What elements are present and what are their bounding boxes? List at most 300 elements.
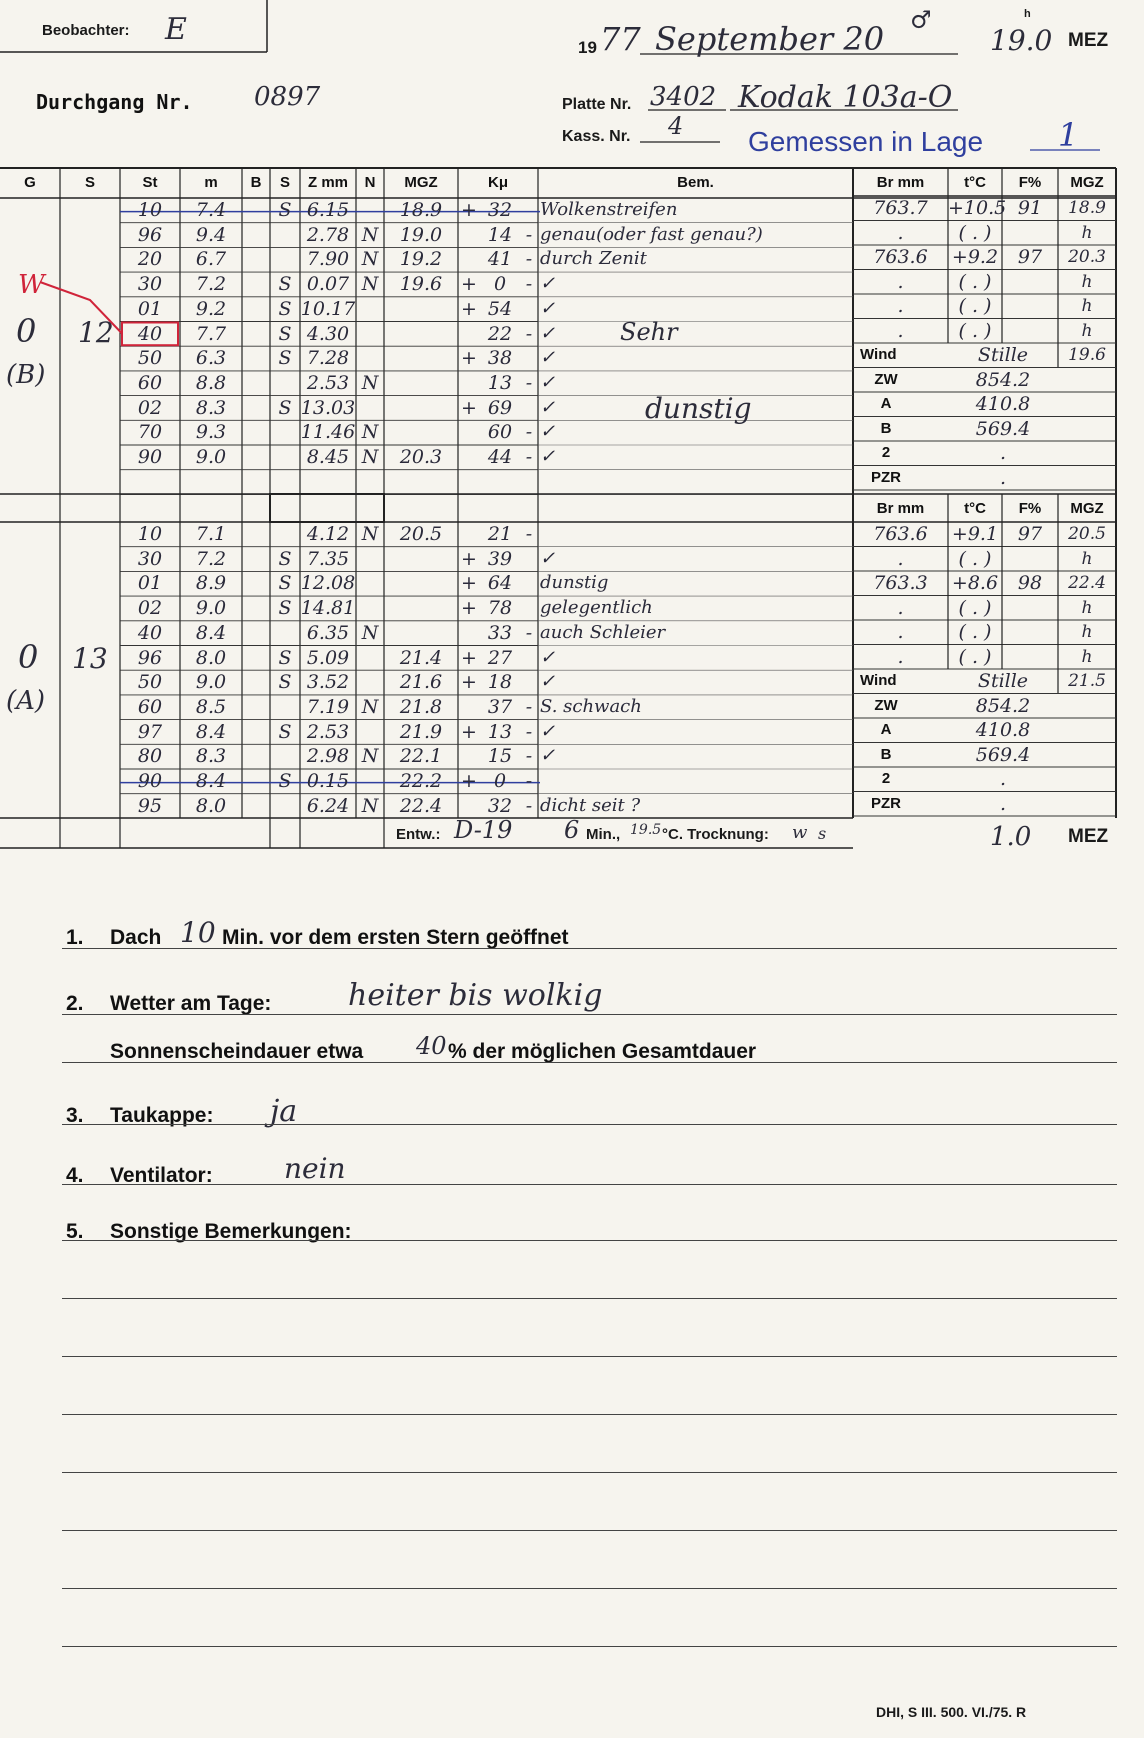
side-wind-mgz: 19.6 (1068, 345, 1106, 365)
side-t: ( . ) (958, 221, 992, 244)
side-header: t°C (964, 174, 986, 191)
side-a-label: A (880, 721, 892, 738)
end-time: 1.0 (990, 822, 1032, 852)
cell-z: 2.53 (306, 371, 350, 394)
cell-n: N (361, 794, 379, 817)
side-wind-label: Wind (860, 346, 897, 363)
entw-label: Entw.: (396, 826, 441, 843)
cell-s: S (278, 273, 292, 296)
side-pzr-value: . (999, 466, 1007, 489)
side-br: . (897, 645, 904, 668)
side-mgz: h (1081, 222, 1093, 243)
cell-n: N (361, 273, 379, 296)
cell-k: 13 (487, 720, 513, 743)
side-f: 97 (1017, 246, 1043, 268)
cell-bem: ✓ (540, 347, 556, 369)
cell-s: S (278, 572, 292, 595)
section1-remark-2: dunstig (645, 392, 752, 425)
q2-line (62, 1014, 1117, 1015)
side-br: 763.6 (873, 523, 928, 545)
q5-num: 5. (66, 1220, 84, 1243)
cell-k: 69 (487, 396, 513, 419)
cell-mgz: 20.5 (399, 523, 443, 545)
cell-m: 7.2 (195, 273, 227, 296)
cell-st: 96 (137, 646, 163, 669)
side-t: ( . ) (958, 645, 992, 668)
cell-m: 8.5 (195, 695, 227, 718)
side-pzr-value: . (999, 792, 1007, 815)
cell-st: 50 (137, 671, 163, 694)
column-header: St (142, 174, 158, 191)
cell-st: 02 (137, 396, 163, 419)
q1-pre: Dach (110, 926, 162, 949)
cell-st: 70 (137, 421, 163, 444)
cell-m: 7.2 (195, 547, 227, 570)
cell-bem: ✓ (540, 273, 556, 295)
cell-m: 9.0 (195, 446, 227, 468)
q3-label: Taukappe: (110, 1104, 214, 1127)
cell-k-mark: - (525, 523, 533, 545)
cell-st: 40 (137, 621, 163, 644)
side-t: ( . ) (958, 270, 992, 293)
cell-st: 01 (137, 297, 163, 320)
cell-k: 14 (487, 223, 513, 246)
cell-st: 30 (137, 547, 163, 570)
side-mgz: h (1081, 296, 1093, 316)
cell-k-mark: - (525, 794, 533, 817)
cell-bem: auch Schleier (540, 621, 666, 643)
side-mgz: h (1081, 548, 1093, 569)
cell-n: N (361, 371, 379, 394)
side-b-value: 569.4 (975, 417, 1031, 440)
cell-s: S (278, 322, 292, 345)
q4-value: nein (284, 1152, 346, 1185)
cell-k-sign: + (461, 770, 477, 792)
cell-st: 10 (137, 523, 163, 545)
blank-line (62, 1472, 1117, 1473)
cell-mgz: 19.2 (399, 248, 443, 271)
cell-bem: S. schwach (540, 695, 642, 717)
column-header: MGZ (404, 174, 438, 191)
time-unit: h (1024, 8, 1031, 20)
section1-group-sub: (B) (6, 360, 46, 390)
cell-k-mark: - (525, 273, 533, 296)
temp-value: 19.5 (630, 822, 662, 838)
cell-n: N (361, 421, 379, 444)
platte-type: Kodak 103a-O (738, 80, 953, 115)
cell-k: 15 (487, 745, 513, 768)
side-br: 763.6 (873, 246, 928, 268)
beobachter-value: E (165, 12, 187, 47)
cell-m: 9.4 (195, 223, 227, 246)
cell-k-mark: - (525, 770, 533, 792)
side-pzr-label: PZR (871, 794, 901, 812)
cell-bem: ✓ (540, 671, 556, 693)
q5-label: Sonstige Bemerkungen: (110, 1220, 352, 1243)
column-header: Bem. (677, 174, 714, 191)
cell-st: 50 (137, 347, 163, 370)
cell-k: 32 (487, 794, 513, 817)
cell-s: S (278, 347, 292, 370)
q2-num: 2. (66, 992, 84, 1015)
cell-bem: Wolkenstreifen (540, 199, 678, 220)
cell-m: 8.0 (195, 794, 227, 817)
cell-mgz: 20.3 (399, 446, 443, 468)
time-value: 19.0 (990, 24, 1053, 57)
cell-k: 13 (487, 371, 513, 394)
side-mgz: h (1081, 646, 1093, 667)
cell-st: 97 (137, 720, 163, 743)
cell-z: 5.09 (306, 646, 350, 669)
cell-mgz: 22.1 (399, 745, 443, 768)
cell-z: 2.53 (306, 720, 350, 743)
side-header: MGZ (1070, 174, 1104, 191)
side-wind-mgz: 21.5 (1068, 671, 1106, 691)
cell-mgz: 22.4 (399, 794, 443, 817)
kass-value: 4 (668, 112, 684, 140)
cell-bem: ✓ (540, 396, 556, 418)
cell-k-mark: - (525, 695, 533, 718)
cell-n: N (361, 223, 379, 246)
side-header: Br mm (876, 174, 925, 191)
cell-z: 8.45 (306, 446, 350, 468)
cell-st: 30 (137, 273, 163, 296)
cell-m: 8.8 (195, 371, 227, 394)
cell-mgz: 21.6 (399, 671, 443, 694)
cell-s: S (278, 671, 292, 694)
cell-bem: gelegentlich (540, 597, 653, 619)
cell-z: 2.78 (306, 223, 350, 246)
side-t: ( . ) (958, 319, 992, 342)
side-f: 98 (1017, 572, 1043, 594)
cell-m: 8.0 (195, 646, 227, 669)
cell-z: 7.35 (306, 547, 350, 570)
section1-group: 0 (16, 312, 37, 350)
cell-m: 8.9 (195, 572, 227, 595)
cell-st: 80 (137, 745, 163, 768)
durchgang-label: Durchgang Nr. (36, 90, 193, 114)
cell-bem: dunstig (540, 572, 609, 594)
blank-line (62, 1646, 1117, 1647)
q2b-line (62, 1062, 1117, 1063)
cell-k-mark: - (525, 720, 533, 743)
cell-m: 8.4 (195, 770, 227, 792)
cell-st: 60 (137, 695, 163, 718)
cell-k: 38 (487, 347, 513, 370)
side-f: 97 (1017, 523, 1043, 545)
stamp-value: 1 (1058, 116, 1079, 154)
cell-z: 6.15 (306, 199, 350, 221)
temp-label: °C. Trocknung: (662, 826, 769, 843)
cell-k-sign: + (461, 597, 477, 620)
q3-line (62, 1124, 1117, 1125)
side-br: . (897, 319, 904, 342)
cell-bem: dicht seit ? (540, 794, 641, 816)
cell-mgz: 21.8 (399, 695, 443, 718)
cell-m: 6.3 (195, 347, 227, 370)
cell-s: S (278, 646, 292, 669)
side-a-value: 410.8 (975, 393, 1031, 415)
cell-k: 21 (487, 523, 513, 545)
cell-bem: ✓ (540, 297, 556, 319)
cell-z: 7.19 (306, 695, 350, 718)
cell-k: 32 (487, 199, 513, 221)
side-t: +9.2 (951, 246, 999, 268)
q5-line (62, 1240, 1117, 1241)
end-mez: MEZ (1068, 826, 1109, 847)
cell-bem: ✓ (540, 421, 556, 443)
side-two-label: 2 (881, 444, 891, 461)
q2-label: Wetter am Tage: (110, 992, 272, 1015)
cell-k-sign: + (461, 671, 477, 694)
section2-group: 0 (18, 638, 39, 676)
cell-m: 7.1 (195, 523, 227, 545)
cell-m: 8.3 (195, 745, 227, 768)
cell-s: S (278, 720, 292, 743)
side-t: ( . ) (958, 621, 992, 643)
cell-k-mark: - (525, 248, 533, 271)
cell-s: S (278, 770, 292, 792)
durchgang-value: 0897 (254, 82, 321, 112)
cell-z: 13.03 (300, 396, 356, 419)
mez-label: MEZ (1068, 30, 1109, 51)
cell-bem: ✓ (540, 446, 556, 467)
side-t: ( . ) (958, 596, 992, 619)
year-suffix: 77 (600, 20, 641, 58)
form-code: DHI, S III. 500. VI./75. R (876, 1704, 1027, 1720)
cell-z: 0.07 (306, 273, 350, 296)
cell-m: 6.7 (195, 248, 227, 271)
entw-value: D-19 (454, 816, 513, 844)
cell-n: N (361, 523, 379, 545)
side-mgz: 20.3 (1068, 247, 1106, 267)
q4-line (62, 1184, 1117, 1185)
cell-bem: ✓ (540, 371, 556, 393)
column-header: B (250, 174, 262, 191)
side-b-label: B (880, 419, 892, 437)
section2-group-sub: (A) (6, 686, 46, 716)
cell-s: S (278, 199, 292, 221)
cell-k-mark: - (525, 223, 533, 246)
cell-k-sign: + (461, 646, 477, 669)
side-header: F% (1018, 174, 1042, 191)
min-value: 6 (564, 816, 580, 844)
side-br: . (897, 547, 904, 570)
cell-m: 7.4 (195, 199, 227, 221)
q3-value: ja (270, 1094, 298, 1129)
cell-k-sign: + (461, 720, 477, 743)
cell-k-mark: - (525, 322, 533, 345)
side-t: +9.1 (951, 523, 999, 545)
q3-num: 3. (66, 1104, 84, 1127)
cell-z: 4.12 (306, 523, 350, 545)
kass-label: Kass. Nr. (562, 128, 631, 145)
red-mark: W (18, 270, 45, 300)
gap-box (270, 494, 384, 522)
cell-k: 33 (487, 621, 513, 644)
cell-mgz: 21.4 (399, 646, 443, 669)
beobachter-label: Beobachter: (42, 22, 130, 39)
cell-k: 0 (493, 770, 507, 792)
date-symbol: ♂ (910, 6, 932, 34)
cell-k: 54 (487, 297, 513, 320)
side-header: t°C (964, 500, 986, 517)
side-wind-value: Stille (977, 670, 1029, 692)
cell-k-mark: - (525, 745, 533, 768)
cell-st: 60 (137, 371, 163, 394)
cell-k-sign: + (461, 547, 477, 570)
cell-k-sign: + (461, 273, 477, 296)
trock-value: w (792, 822, 808, 843)
cell-bem: ✓ (540, 745, 556, 767)
section1-remark-1: Sehr (620, 318, 678, 346)
side-zw-value: 854.2 (975, 694, 1031, 717)
side-t: ( . ) (958, 547, 992, 570)
side-header: MGZ (1070, 500, 1104, 517)
platte-label: Platte Nr. (562, 96, 632, 113)
cell-m: 7.7 (195, 322, 227, 345)
cell-z: 12.08 (300, 572, 356, 595)
side-mgz: 20.5 (1068, 524, 1106, 544)
cell-bem: ✓ (540, 720, 556, 742)
side-mgz: 22.4 (1068, 573, 1106, 593)
side-b-value: 569.4 (975, 743, 1031, 766)
side-f: 91 (1017, 197, 1043, 219)
cell-st: 10 (137, 199, 163, 221)
q1-num: 1. (66, 926, 84, 949)
cell-st: 01 (137, 572, 163, 595)
column-header: G (24, 174, 36, 191)
cell-s: S (278, 547, 292, 570)
trock-tail: s (818, 824, 827, 843)
blank-line (62, 1298, 1117, 1299)
cell-st: 96 (137, 223, 163, 246)
cell-k-mark: - (525, 371, 533, 394)
cell-k-mark: - (525, 446, 533, 468)
q2b-post: % der möglichen Gesamtdauer (448, 1040, 757, 1063)
side-br: 763.7 (873, 197, 928, 219)
cell-k-mark: - (525, 621, 533, 644)
cell-z: 14.81 (300, 597, 356, 620)
cell-k: 78 (487, 597, 513, 620)
side-wind-label: Wind (860, 672, 897, 689)
platte-value: 3402 (650, 82, 717, 112)
side-b-label: B (880, 745, 892, 763)
cell-z: 7.28 (306, 347, 350, 370)
q1-value: 10 (180, 916, 216, 949)
column-header: Z mm (307, 174, 348, 191)
cell-z: 4.30 (306, 322, 350, 345)
section2-s-value: 13 (72, 642, 108, 675)
cell-bem: genau(oder fast genau?) (540, 223, 763, 245)
stamp-label: Gemessen in Lage (748, 126, 984, 157)
cell-k-sign: + (461, 572, 477, 595)
column-header: S (84, 174, 95, 191)
q4-num: 4. (66, 1164, 84, 1187)
side-mgz: h (1081, 597, 1093, 618)
cell-st: 90 (137, 446, 163, 468)
blank-line (62, 1530, 1117, 1531)
side-mgz: h (1081, 320, 1093, 341)
q2b-pre: Sonnenscheindauer etwa (110, 1040, 364, 1063)
column-header: S (279, 174, 290, 191)
cell-k: 27 (487, 646, 513, 669)
cell-s: S (278, 297, 292, 320)
side-header: Br mm (876, 500, 925, 517)
cell-k-sign: + (461, 347, 477, 370)
cell-k: 41 (487, 248, 513, 271)
column-header: Kμ (487, 174, 508, 191)
cell-z: 10.17 (300, 297, 356, 320)
cell-st: 20 (137, 248, 163, 271)
cell-n: N (361, 248, 379, 271)
cell-m: 8.4 (195, 621, 227, 644)
cell-mgz: 21.9 (399, 720, 443, 743)
cell-k: 39 (487, 547, 513, 570)
year-prefix: 19 (578, 38, 597, 57)
cell-z: 2.98 (306, 745, 350, 768)
cell-k: 60 (487, 421, 513, 444)
cell-k-sign: + (461, 199, 477, 221)
column-header: N (364, 174, 376, 191)
q2b-value: 40 (416, 1032, 447, 1060)
side-t: +8.6 (951, 572, 999, 594)
cell-mgz: 18.9 (399, 199, 443, 221)
cell-k: 18 (487, 671, 513, 694)
cell-mgz: 19.6 (399, 273, 443, 296)
cell-st: 40 (137, 322, 163, 345)
cell-z: 3.52 (306, 671, 350, 694)
side-two-value: . (999, 768, 1007, 790)
q1-post: Min. vor dem ersten Stern geöffnet (222, 926, 569, 949)
side-t: +10.5 (948, 197, 1007, 219)
cell-bem: ✓ (540, 322, 556, 344)
cell-bem: ✓ (540, 646, 556, 668)
cell-z: 6.35 (306, 621, 350, 644)
side-two-label: 2 (881, 770, 891, 787)
side-header: F% (1018, 500, 1042, 517)
side-br: . (897, 270, 904, 293)
date-value: September 20 (655, 20, 885, 58)
side-br: . (897, 221, 904, 244)
cell-m: 9.0 (195, 671, 227, 694)
cell-k-mark: - (525, 421, 533, 444)
blank-line (62, 1356, 1117, 1357)
side-pzr-label: PZR (871, 468, 901, 486)
side-br: . (897, 596, 904, 619)
cell-m: 9.2 (195, 297, 227, 320)
min-label: Min., (586, 826, 621, 843)
cell-n: N (361, 621, 379, 644)
side-zw-label: ZW (874, 370, 898, 388)
blank-line (62, 1414, 1117, 1415)
cell-k: 0 (493, 273, 507, 296)
cell-s: S (278, 396, 292, 419)
cell-st: 02 (137, 597, 163, 620)
cell-z: 0.15 (306, 770, 350, 792)
cell-k: 22 (487, 322, 513, 345)
column-header: m (204, 174, 218, 191)
side-zw-label: ZW (874, 696, 898, 714)
cell-k: 37 (487, 695, 513, 718)
side-br: . (897, 295, 904, 317)
cell-n: N (361, 695, 379, 718)
cell-k: 64 (487, 572, 513, 595)
q2-value: heiter bis wolkig (348, 978, 603, 1013)
cell-mgz: 22.2 (399, 770, 443, 792)
cell-m: 8.4 (195, 720, 227, 743)
side-two-value: . (999, 442, 1007, 464)
